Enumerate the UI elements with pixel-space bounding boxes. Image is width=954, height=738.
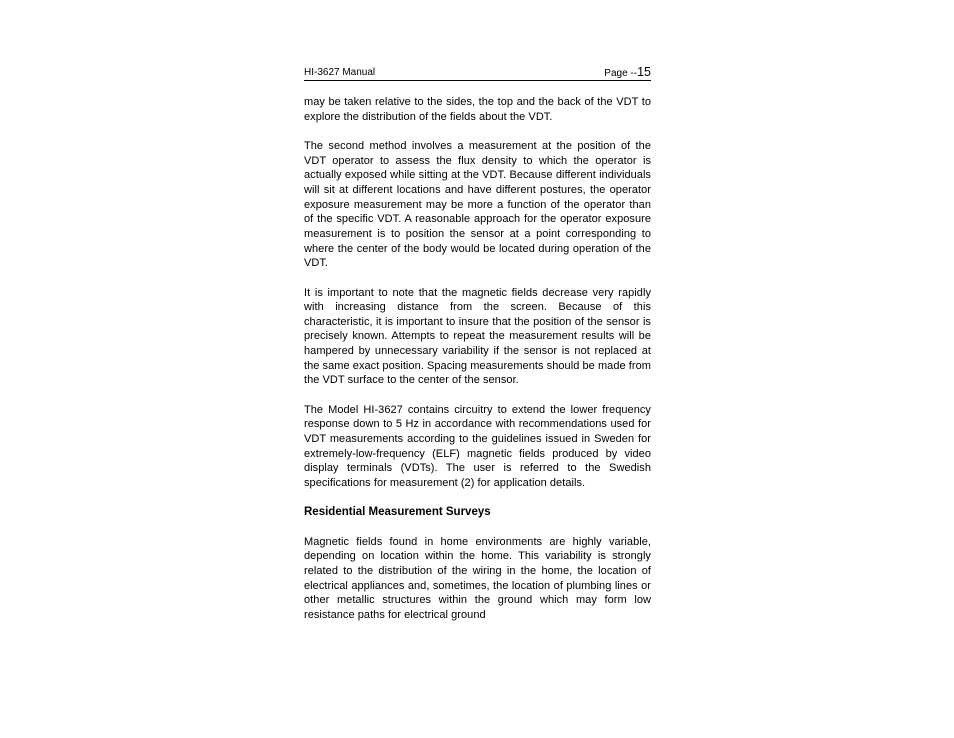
page-body xyxy=(304,95,651,637)
paragraph-field-decrease: It is important to note that the magnetic fields decrease very rapidly with increasing distance from the screen. Because of this characteristic, it is important to insure that the position of the sensor is precisely known. Attempts to repeat the measurement results will be hampered by unnecessary variability if the sensor is not replaced at the same exact position. Spacing measurements should be made from the VDT surface to the center of the sensor. xyxy=(304,286,651,387)
page-number-label xyxy=(604,65,651,79)
page-label: Page -- xyxy=(604,68,638,79)
manual-title: HI-3627 Manual xyxy=(304,67,376,78)
section-heading-residential: Residential Measurement Surveys xyxy=(304,506,491,519)
paragraph-residential: Magnetic fields found in home environments are highly variable, depending on location within the home. This variability is strongly related to the distribution of the wiring in the home, the location of electrical appliances and, sometimes, the location of plumbing lines or other metallic structures within the ground which may form low resistance paths for electrical ground xyxy=(304,535,651,621)
paragraph-operator-method: The second method involves a measurement at the position of the VDT operator to assess the flux density to which the operator is actually exposed while sitting at the VDT. Because different individuals will sit at different locations and have different postures, the operator exposure measurement may be more a function of the operator than of the specific VDT. A reasonable approach for the operator exposure measurement is to position the sensor at a point corresponding to where the center of the body would be located during operation of the VDT. xyxy=(304,139,651,270)
page-header xyxy=(304,64,651,81)
paragraph-vdt-distribution: may be taken relative to the sides, the top and the back of the VDT to explore the distribution of the fields about the VDT. xyxy=(304,96,651,123)
page-number: 15 xyxy=(637,65,651,79)
paragraph-model-frequency: The Model HI-3627 contains circuitry to extend the lower frequency response down to 5 Hz in accordance with recommendations used for VDT measurements according to the guidelines issued in Sweden for extremely-low-frequency (ELF) magnetic fields produced by video display terminals (VDTs). The user is referred to the Swedish specifications for measurement (2) for application details. xyxy=(304,403,651,490)
